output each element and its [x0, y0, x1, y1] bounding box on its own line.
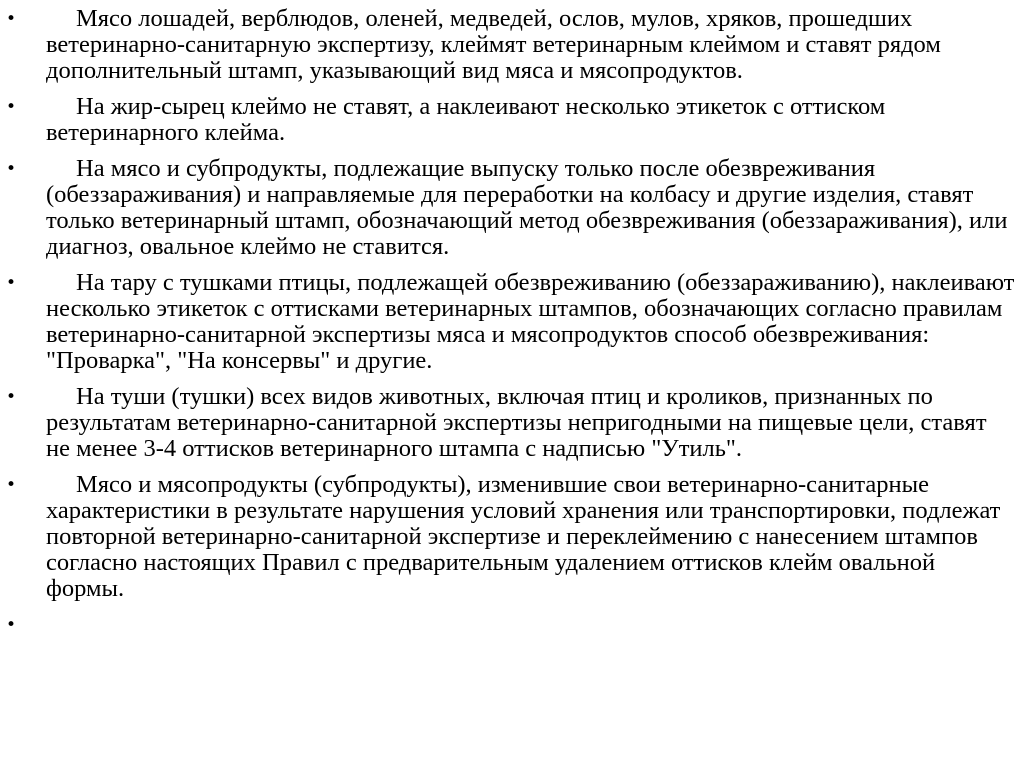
- bullet-icon: •: [6, 159, 17, 179]
- paragraph-text: На жир-сырец клеймо не ставят, а наклеивают несколько этикеток с оттиском ветеринарного клейма.: [46, 93, 886, 146]
- paragraph-text: Мясо лошадей, верблюдов, оленей, медведей, ослов, мулов, хряков, прошедших ветеринарно-санитарную экспертизу, клеймят ветеринарным клеймом и ставят рядом дополнительный штамп, указывающий вид мяса и мясопродуктов.: [46, 5, 941, 84]
- bullet-icon: •: [6, 273, 17, 293]
- bullet-icon: •: [6, 387, 17, 407]
- list-item: [6, 384, 1016, 462]
- paragraph-text: На туши (тушки) всех видов животных, включая птиц и кроликов, признанных по результатам ветеринарно-санитарной экспертизы непригодными на пищевые цели, ставят не менее 3-4 оттисков ветеринарного штампа с надписью "Утиль".: [46, 383, 987, 462]
- bullet-icon: •: [6, 475, 17, 495]
- bullet-list: [6, 5, 1016, 635]
- paragraph-text: Мясо и мясопродукты (субпродукты), изменившие свои ветеринарно-санитарные характеристики в результате нарушения условий хранения или транспортировки, подлежат повторной ветеринарно-санитарной экспертизе и переклеймению с нанесением штампов согласно настоящих Правил с предварительным удалением оттисков клейм овальной формы.: [46, 471, 1001, 602]
- bullet-icon: •: [6, 9, 17, 29]
- paragraph-text: На мясо и субпродукты, подлежащие выпуску только после обезвреживания (обеззараживания) и направляемые для переработки на колбасу и другие изделия, ставят только ветеринарный штамп, обозначающий метод обезвреживания (обеззараживания), или диагноз, овальное клеймо не ставится.: [46, 155, 1008, 260]
- bullet-icon: •: [6, 97, 17, 117]
- list-item: [6, 156, 1016, 260]
- list-item: [6, 270, 1016, 374]
- list-item: [6, 94, 1016, 146]
- bullet-icon: •: [6, 615, 17, 635]
- paragraph-text: На тару с тушками птицы, подлежащей обезвреживанию (обеззараживанию), наклеивают несколько этикеток с оттисками ветеринарных штампов, обозначающих согласно правилам ветеринарно-санитарной экспертизы мяса и мясопродуктов способ обезвреживания: "Проварка", "На консервы" и другие.: [46, 269, 1015, 374]
- list-item: [6, 472, 1016, 602]
- list-item: [6, 6, 1016, 84]
